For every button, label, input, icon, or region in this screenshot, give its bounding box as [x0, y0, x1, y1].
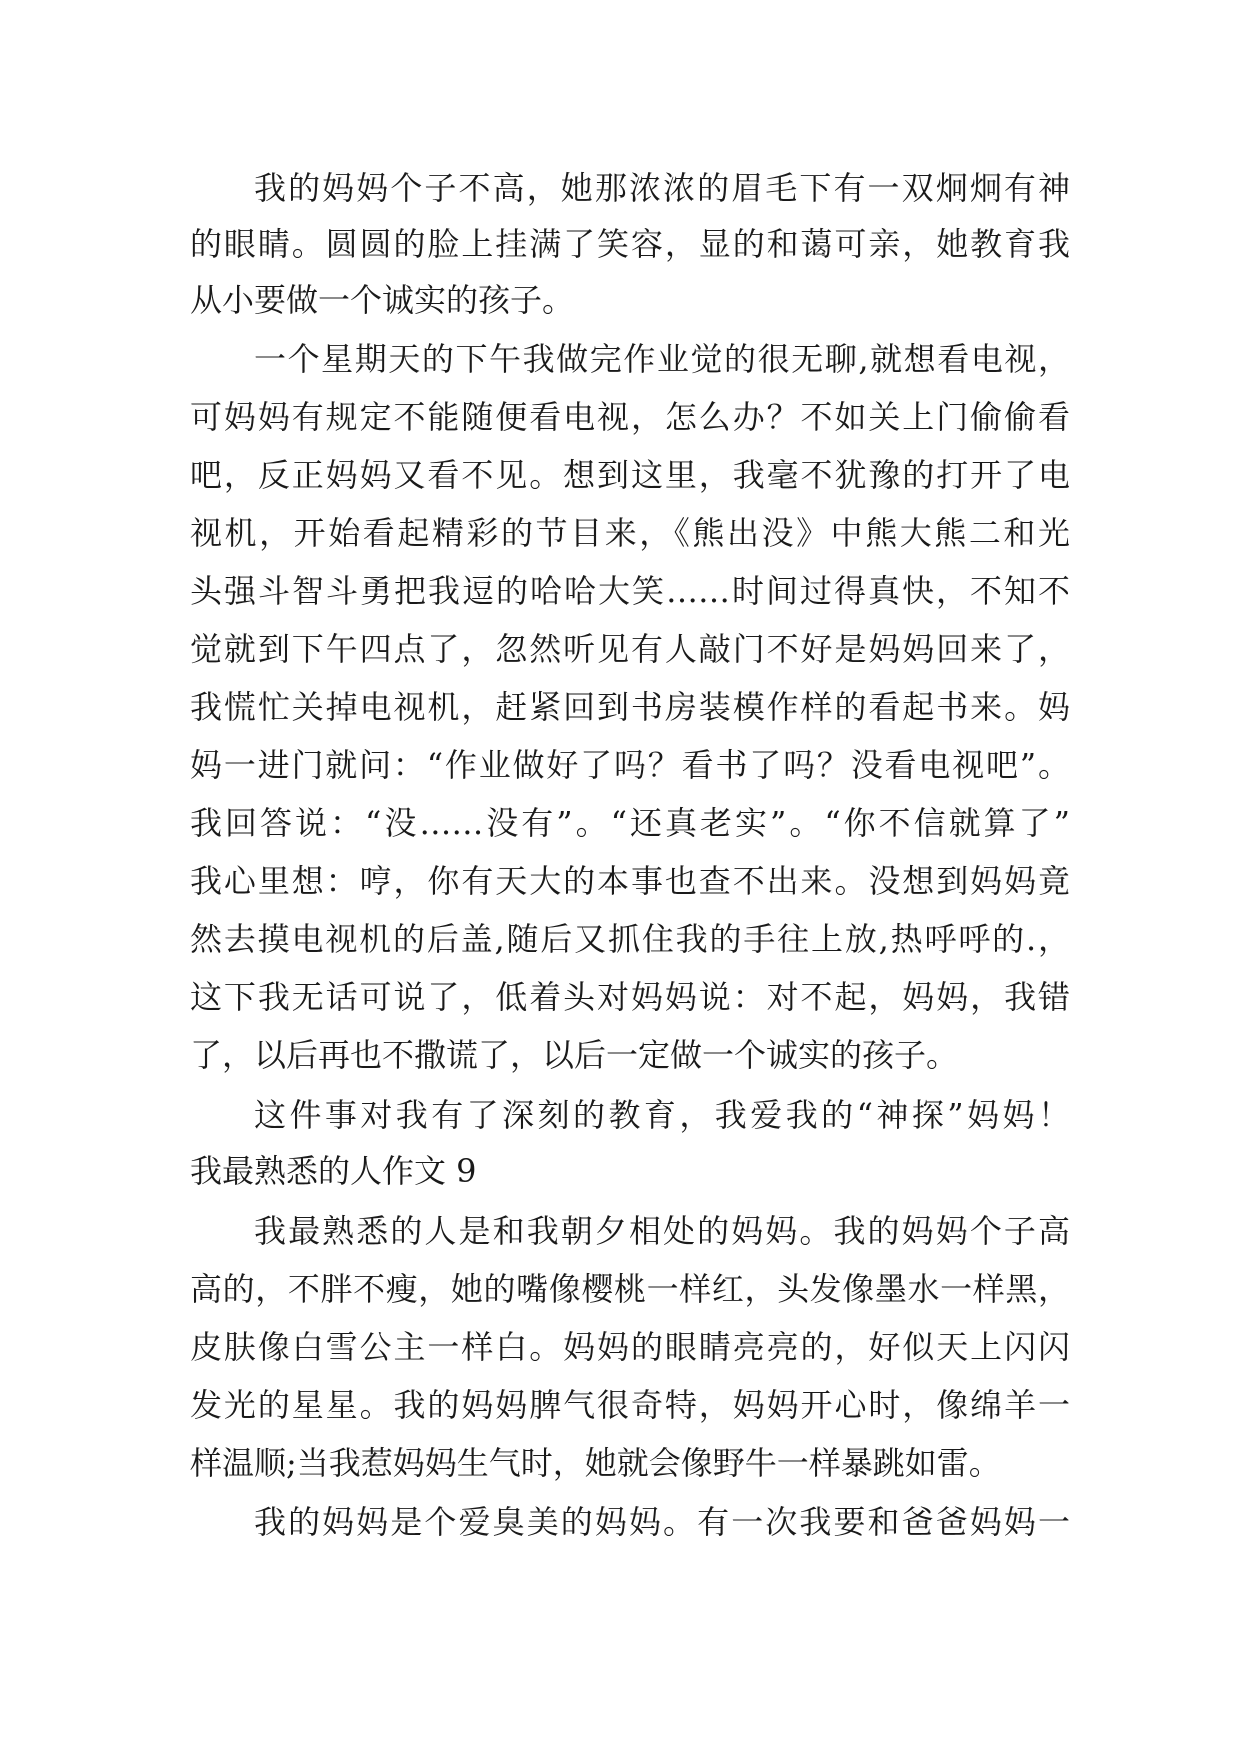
paragraph-2-line-9: 我回答说：“没……没有”。“还真老实”。“你不信就算了” — [190, 804, 1070, 842]
paragraph-4-line-2: 高的，不胖不瘦，她的嘴像樱桃一样红，头发像墨水一样黑， — [190, 1270, 1070, 1308]
paragraph-1-line-2: 的眼睛。圆圆的脸上挂满了笑容，显的和蔼可亲，她教育我 — [190, 225, 1070, 263]
paragraph-2-line-12: 这下我无话可说了，低着头对妈妈说：对不起，妈妈，我错 — [190, 978, 1070, 1016]
paragraph-2-line-8: 妈一进门就问：“作业做好了吗？看书了吗？没看电视吧”。 — [190, 746, 1070, 784]
paragraph-3-line-1: 这件事对我有了深刻的教育，我爱我的“神探”妈妈！ — [254, 1096, 1070, 1134]
paragraph-2-line-2: 可妈妈有规定不能随便看电视，怎么办？不如关上门偷偷看 — [190, 398, 1070, 436]
paragraph-4-line-3: 皮肤像白雪公主一样白。妈妈的眼睛亮亮的，好似天上闪闪 — [190, 1328, 1070, 1366]
paragraph-2-line-11: 然去摸电视机的后盖,随后又抓住我的手往上放,热呼呼的.， — [190, 920, 1070, 958]
paragraph-2-line-7: 我慌忙关掉电视机，赶紧回到书房装模作样的看起书来。妈 — [190, 688, 1070, 726]
paragraph-4-line-5: 样温顺;当我惹妈妈生气时，她就会像野牛一样暴跳如雷。 — [190, 1444, 1001, 1482]
paragraph-2-line-13: 了，以后再也不撒谎了，以后一定做一个诚实的孩子。 — [190, 1036, 959, 1074]
paragraph-2-line-1: 一个星期天的下午我做完作业觉的很无聊,就想看电视， — [254, 340, 1070, 378]
paragraph-2-line-10: 我心里想：哼，你有天大的本事也查不出来。没想到妈妈竟 — [190, 862, 1070, 900]
paragraph-2-line-5: 头强斗智斗勇把我逗的哈哈大笑……时间过得真快，不知不 — [190, 572, 1070, 610]
paragraph-4-line-4: 发光的星星。我的妈妈脾气很奇特，妈妈开心时，像绵羊一 — [190, 1386, 1070, 1424]
paragraph-2-line-6: 觉就到下午四点了，忽然听见有人敲门不好是妈妈回来了， — [190, 630, 1070, 668]
paragraph-1-line-3: 从小要做一个诚实的孩子。 — [190, 281, 575, 319]
section-heading: 我最熟悉的人作文 9 — [190, 1152, 477, 1190]
paragraph-4-line-1: 我最熟悉的人是和我朝夕相处的妈妈。我的妈妈个子高 — [254, 1212, 1070, 1250]
paragraph-2-line-4: 视机，开始看起精彩的节目来，《熊出没》中熊大熊二和光 — [190, 514, 1070, 552]
paragraph-2-line-3: 吧，反正妈妈又看不见。想到这里，我毫不犹豫的打开了电 — [190, 456, 1070, 494]
paragraph-5-line-1: 我的妈妈是个爱臭美的妈妈。有一次我要和爸爸妈妈一 — [254, 1503, 1070, 1541]
paragraph-1-line-1: 我的妈妈个子不高，她那浓浓的眉毛下有一双炯炯有神 — [254, 169, 1070, 207]
